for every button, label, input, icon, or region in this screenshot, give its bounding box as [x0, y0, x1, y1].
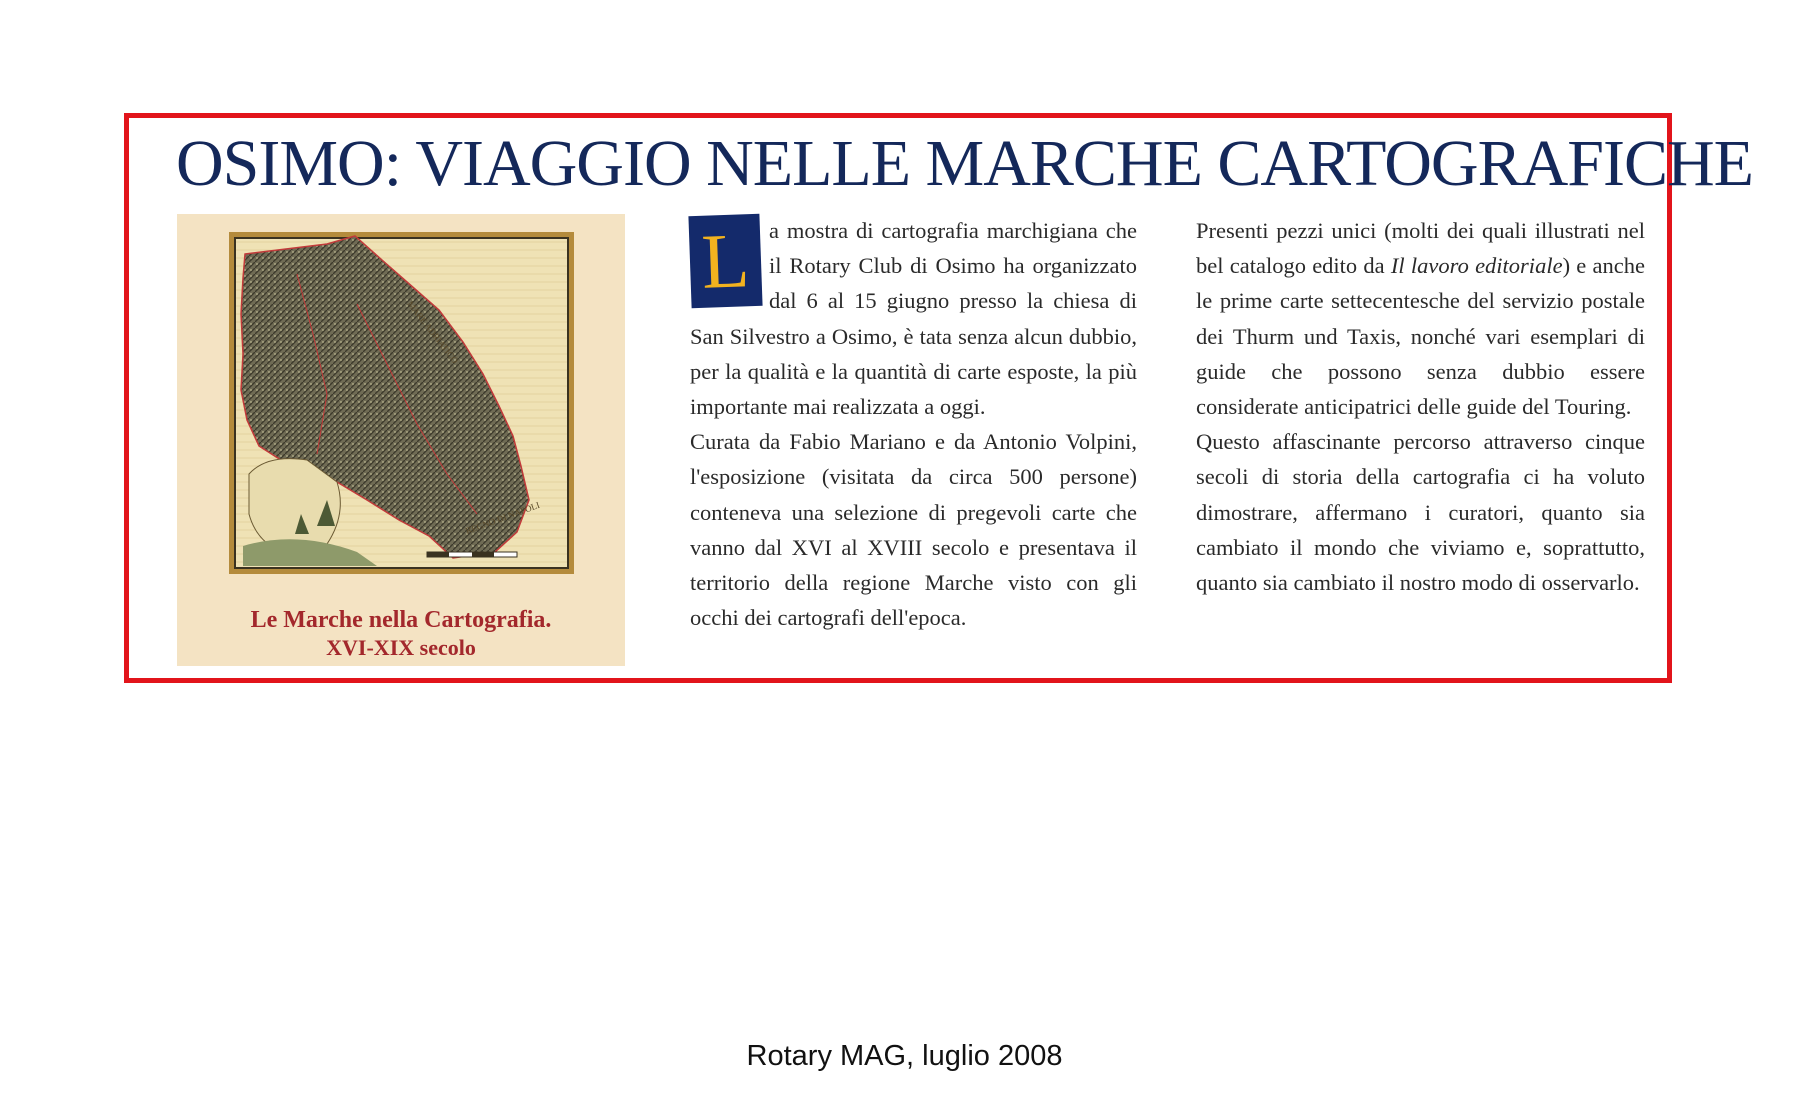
- catalog-publisher-name: Il lavoro editoriale: [1390, 253, 1563, 279]
- svg-text:MARE ADRIATICO: MARE ADRIATICO: [405, 299, 461, 366]
- source-citation: Rotary MAG, luglio 2008: [746, 1040, 1063, 1072]
- exhibition-poster: [177, 214, 625, 666]
- article-headline: OSIMO: VIAGGIO NELLE MARCHE CARTOGRAFICHE: [176, 127, 1753, 200]
- poster-title: Le Marche nella Cartografia.: [250, 607, 552, 633]
- article-column-2: [1196, 213, 1645, 600]
- column-1-paragraph-1-text: a mostra di cartografia marchigiana che il Rotary Club di Osimo ha organizzato dal 6 al 15 giugno presso la chiesa di San Silvestro a Osimo, è tata senza alcun dubbio, per la qualità e la quantità di carte esposte, la più importante mai realizzata a oggi.: [690, 218, 1137, 420]
- antique-map-of-marche-image: [177, 214, 625, 604]
- poster-subtitle: XVI-XIX secolo: [326, 635, 476, 660]
- svg-text:REGNO DI NAPOLI: REGNO DI NAPOLI: [464, 499, 541, 536]
- column-2-paragraph-1-text-a: Presenti pezzi unici (molti dei quali illustrati nel bel catalogo edito da: [1196, 218, 1645, 279]
- drop-cap: L: [688, 214, 762, 308]
- column-1-paragraph-1: [690, 213, 1137, 424]
- column-2-paragraph-2: Questo affascinante percorso attraverso cinque secoli di storia della cartografia ci ha voluto dimostrare, affermano i curatori, quanto sia cambiato il mondo che viviamo e, soprattutto, quanto sia cambiato il nostro modo di osservarlo.: [1196, 429, 1645, 596]
- column-1-paragraph-2: Curata da Fabio Mariano e da Antonio Volpini, l'esposizione (visitata da circa 500 persone) conteneva una selezione di pregevoli carte che vanno dal XVI al XVIII secolo e presentava il territorio della regione Marche visto con gli occhi dei cartografi dell'epoca.: [690, 429, 1137, 631]
- column-2-paragraph-1-text-b: ) e anche le prime carte settecentesche del servizio postale dei Thurm und Taxis, nonché vari esemplari di guide che possono senza dubbio essere considerate anticipatrici delle guide del Touring.: [1196, 253, 1645, 420]
- column-2-paragraph-1: [1196, 213, 1645, 424]
- article-column-1: [690, 213, 1137, 635]
